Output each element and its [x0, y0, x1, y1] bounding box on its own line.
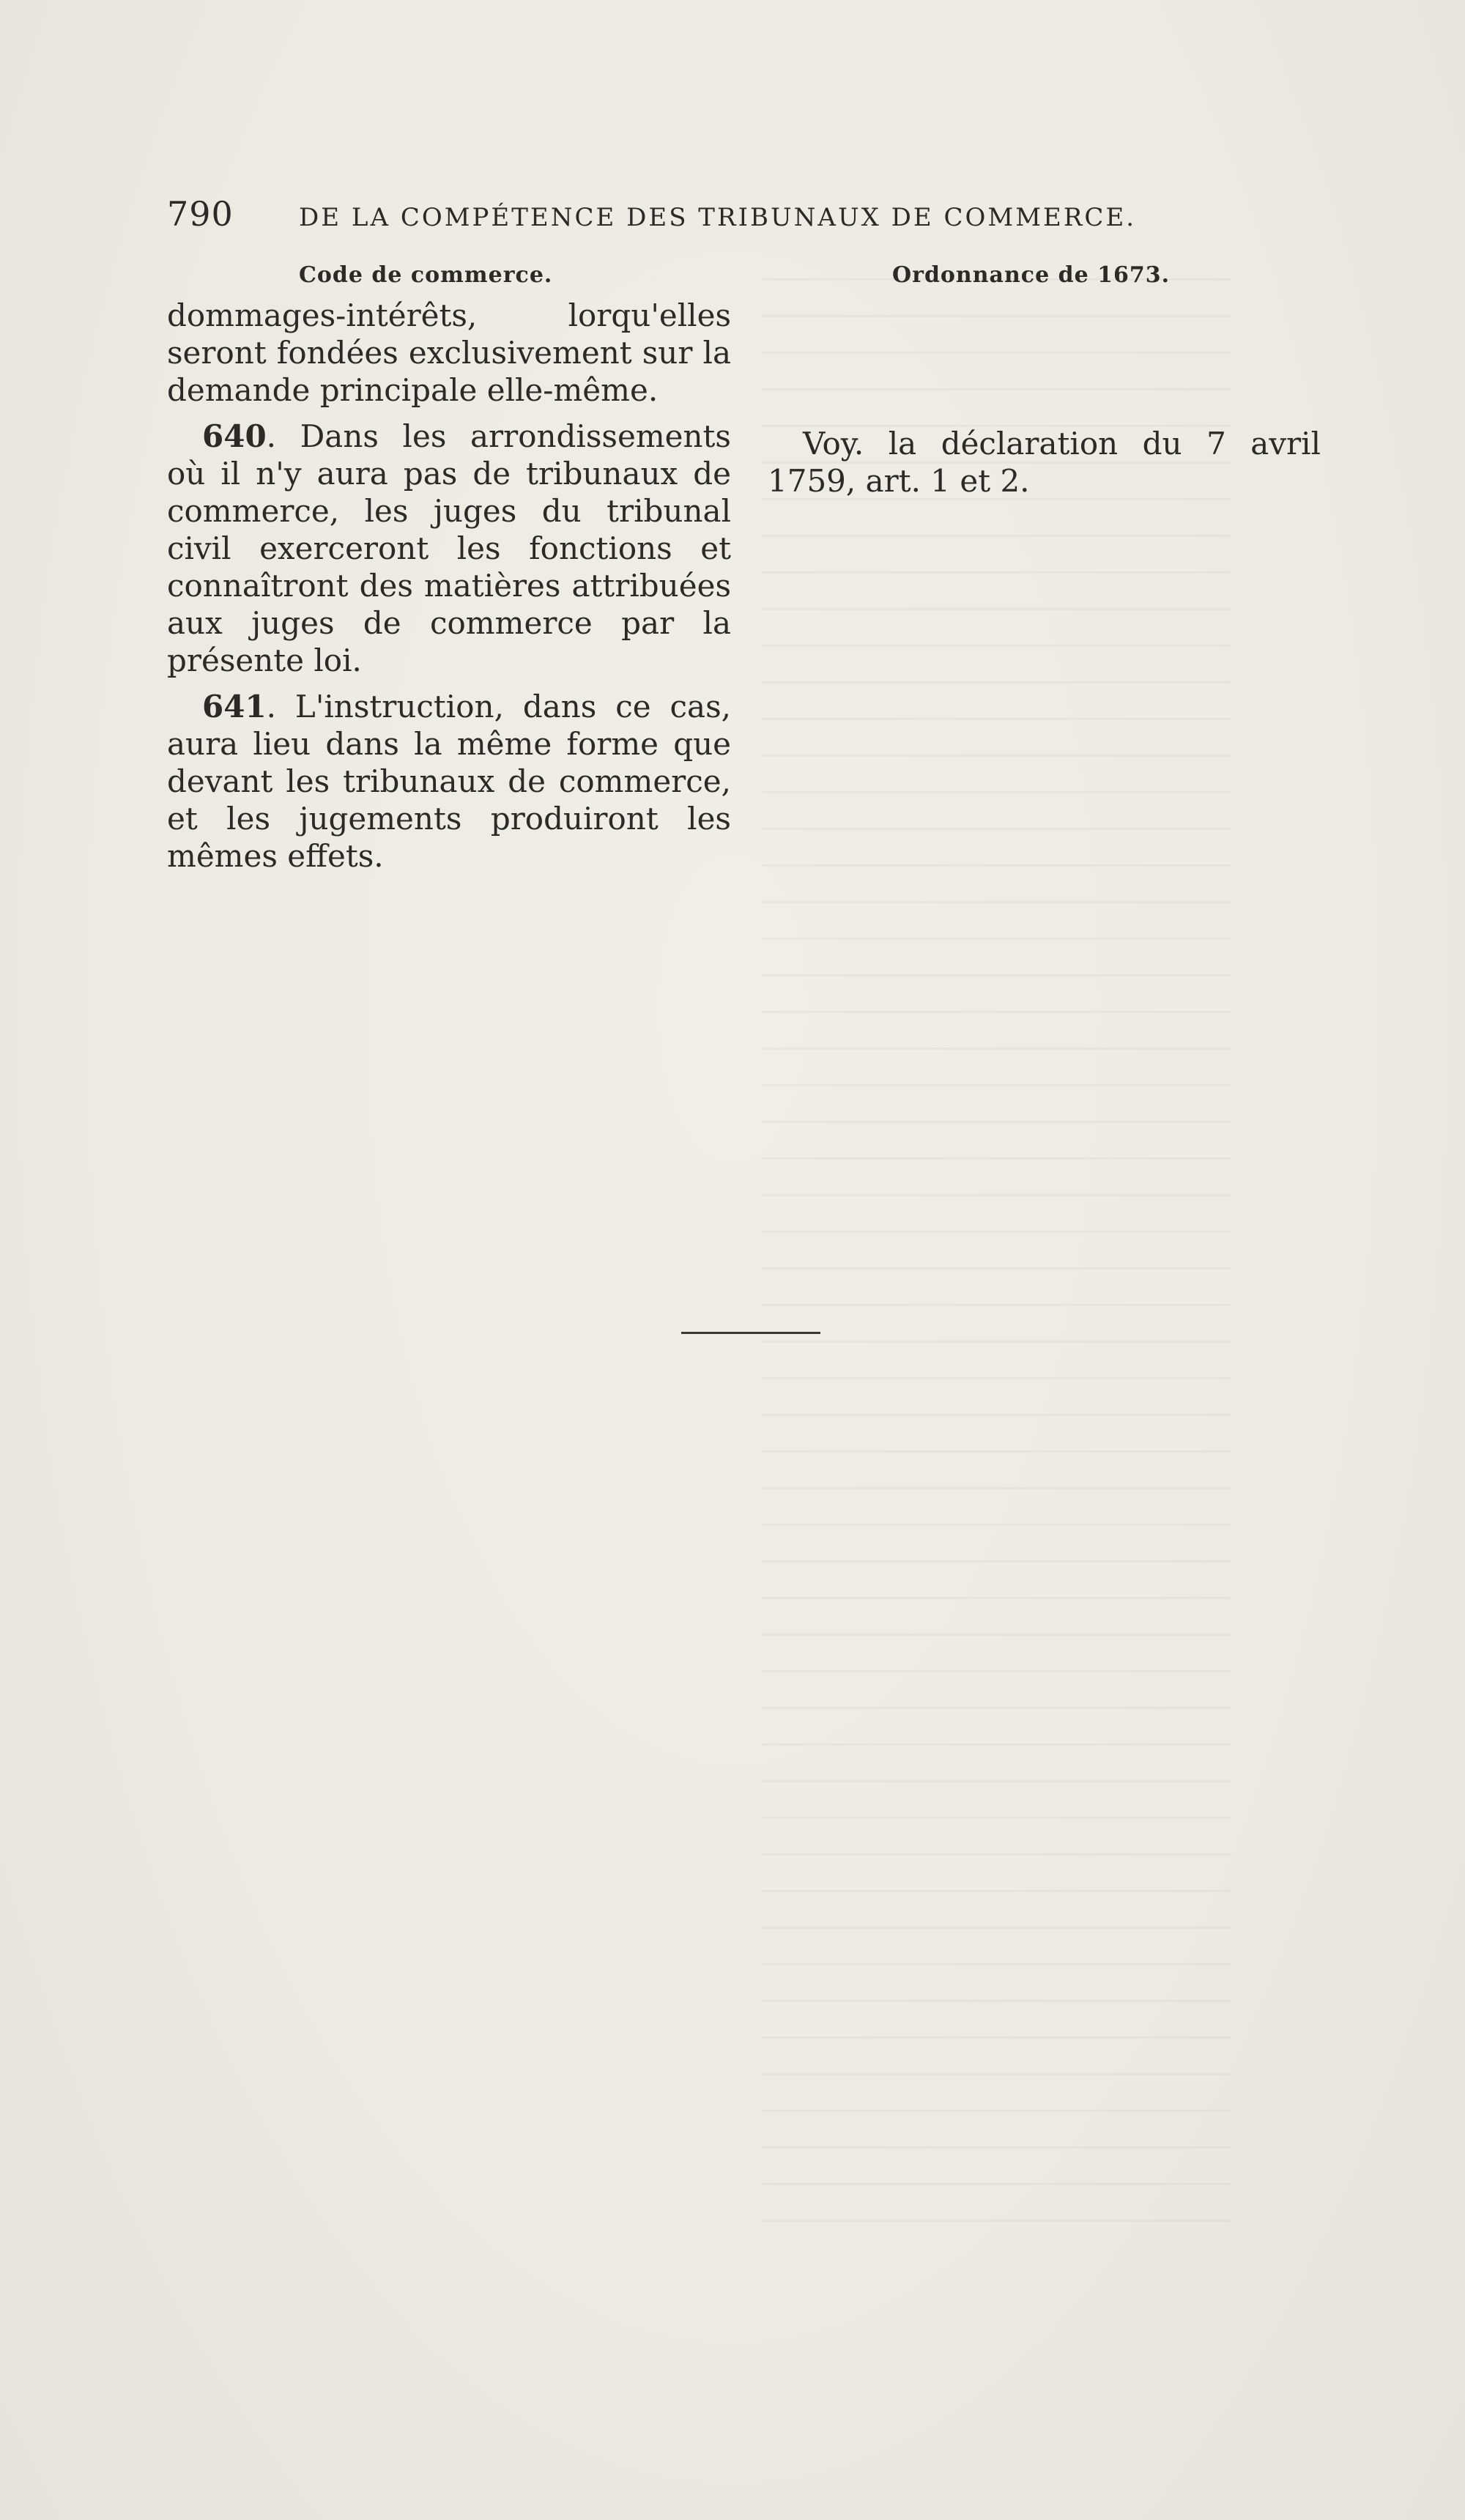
- article-number: 640: [202, 418, 267, 454]
- article-640: [167, 418, 731, 679]
- cross-reference-note: Voy. la déclaration du 7 avril 1759, art. 1 et 2.: [768, 426, 1321, 499]
- left-column-heading: Code de commerce.: [299, 262, 553, 288]
- running-head: [167, 194, 1178, 234]
- article-641: [167, 688, 731, 875]
- page-number: 790: [167, 194, 234, 234]
- end-rule: [681, 1332, 820, 1334]
- left-column: [167, 297, 731, 883]
- article-number: 641: [202, 689, 267, 724]
- right-column: [768, 425, 1321, 508]
- article-text: . L'instruction, dans ce cas, aura lieu dans la même forme que devant les tribunaux de commerce, et les jugements produiront les mêmes effets.: [167, 689, 731, 874]
- article-text: . Dans les arrondissements où il n'y aura pas de tribunaux de commerce, les juges du tribunal civil exerceront les fonctions et connaîtront des matières attribuées aux juges de commerce par la présente loi.: [167, 418, 731, 678]
- right-column-heading: Ordonnance de 1673.: [892, 262, 1171, 288]
- running-title: DE LA COMPÉTENCE DES TRIBUNAUX DE COMMERCE.: [299, 203, 1137, 232]
- bleed-through-texture: [762, 278, 1231, 2256]
- continuation-paragraph: dommages-intérêts, lorqu'elles seront fondées exclusivement sur la demande principale elle-même.: [167, 297, 731, 408]
